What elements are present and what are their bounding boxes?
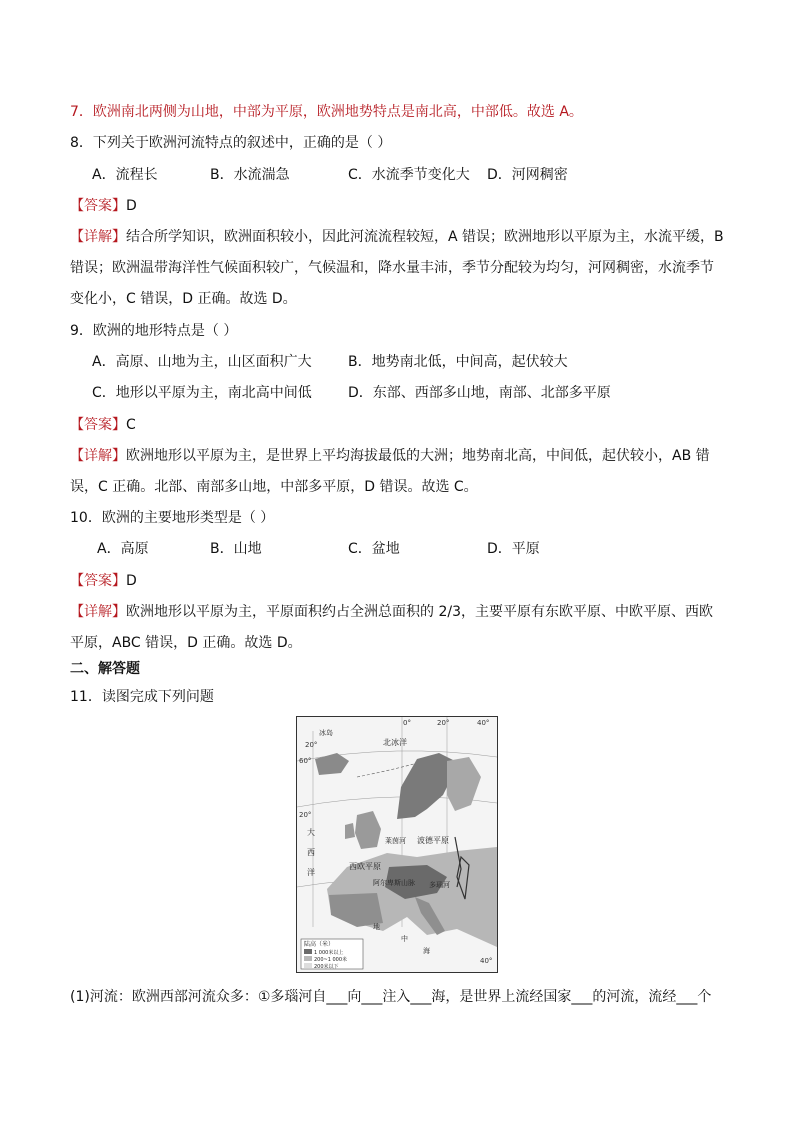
q10-option-b: B．山地 — [210, 541, 262, 557]
q8-detail: 【详解】结合所学知识，欧洲面积较小，因此河流流程较短，A 错误；欧洲地形以平原为主，水流平缓，B 错误；欧洲温带海洋性气候面积较广，气候温和，降水量丰沛，季节分配较为均匀，河网稠密，水流季节变化小，C 错误，D 正确。故选 D。 — [70, 229, 724, 307]
lon-label-east40: 40° — [477, 719, 490, 727]
label-alps: 阿尔卑斯山脉 — [373, 879, 415, 887]
q10-option-a: A．高原 — [97, 541, 149, 557]
label-atlantic-2: 西 — [307, 848, 315, 857]
q10-answer: 【答案】D — [70, 573, 137, 589]
q10-option-d: D．平原 — [487, 541, 540, 557]
q10-detail: 【详解】欧洲地形以平原为主，平原面积约占全洲总面积的 2/3，主要平原有东欧平原、中欧平原、西欧平原，ABC 错误，D 正确。故选 D。 — [70, 604, 713, 651]
legend-swatch-low — [304, 963, 312, 968]
legend-swatch-high — [304, 949, 312, 954]
legend-title: 陆高（米） — [304, 941, 335, 948]
label-med-2: 中 — [401, 935, 408, 943]
section-title-answer-questions: 二、解答题 — [70, 661, 140, 677]
lon-label-east20: 20° — [437, 719, 450, 727]
q8-option-d: D．河网稠密 — [487, 167, 568, 183]
q9-option-a: A．高原、山地为主，山区面积广大 — [92, 354, 312, 370]
lon-label-west20: 20° — [305, 741, 318, 749]
lat-label-20: 20° — [299, 811, 312, 819]
q10-stem: 10．欧洲的主要地形类型是（ ） — [70, 510, 275, 526]
q8-stem: 8．下列关于欧洲河流特点的叙述中，正确的是（ ） — [70, 135, 392, 151]
label-arctic-ocean: 北冰洋 — [383, 738, 407, 747]
lat-label-60: 60° — [299, 757, 312, 765]
label-danube: 多瑙河 — [429, 881, 450, 889]
label-atlantic-3: 洋 — [307, 868, 315, 877]
q9-answer: 【答案】C — [70, 417, 136, 433]
q11-sub1: (1)河流：欧洲西部河流众多：①多瑙河自___向___注入___海，是世界上流经国家___的河流，流经___个 — [70, 989, 712, 1005]
label-med-1: 地 — [373, 923, 380, 931]
legend-label-high: 1 000米以上 — [314, 950, 344, 956]
label-iceland: 冰岛 — [319, 729, 333, 737]
lat-label-40: 40° — [480, 957, 493, 965]
q8-option-b: B．水流湍急 — [210, 167, 290, 183]
q9-detail: 【详解】欧洲地形以平原为主，是世界上平均海拔最低的大洲；地势南北高，中间低，起伏较小，AB 错误，C 正确。北部、南部多山地，中部多平原，D 错误。故选 C。 — [70, 448, 710, 495]
label-west-europe-plain: 西欧平原 — [349, 862, 381, 871]
lon-label-0: 0° — [403, 719, 411, 727]
label-med-3: 海 — [423, 947, 430, 955]
q9-option-c: C．地形以平原为主，南北高中间低 — [92, 385, 312, 401]
q8-answer: 【答案】D — [70, 198, 137, 214]
europe-terrain-map — [296, 716, 498, 973]
q9-stem: 9．欧洲的地形特点是（ ） — [70, 323, 238, 339]
q9-option-d: D．东部、西部多山地，南部、北部多平原 — [348, 385, 611, 401]
q9-option-b: B．地势南北低，中间高，起伏较大 — [348, 354, 568, 370]
map-graphic — [297, 717, 497, 972]
q11-stem: 11．读图完成下列问题 — [70, 689, 214, 705]
legend-label-low: 200米以下 — [314, 964, 339, 970]
q7-explanation: 7．欧洲南北两侧为山地，中部为平原，欧洲地势特点是南北高，中部低。故选 A。 — [70, 104, 583, 120]
q8-option-a: A．流程长 — [92, 167, 158, 183]
label-atlantic-1: 大 — [307, 828, 315, 837]
label-polish-plain: 波德平原 — [417, 836, 449, 845]
label-rhine: 莱茵河 — [385, 837, 406, 845]
q10-option-c: C．盆地 — [348, 541, 400, 557]
q8-option-c: C．水流季节变化大 — [348, 167, 470, 183]
legend-swatch-mid — [304, 956, 312, 961]
legend-label-mid: 200~1 000米 — [314, 957, 348, 963]
